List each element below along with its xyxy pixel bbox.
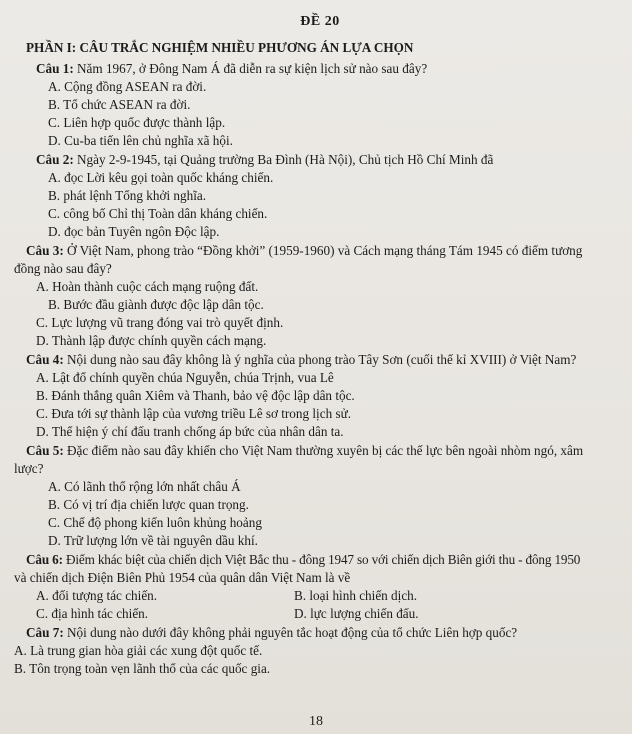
question-1 (14, 61, 626, 149)
option-a: A. đọc Lời kêu gọi toàn quốc kháng chiến. (48, 170, 274, 185)
question-3 (14, 243, 626, 349)
section-title: PHẦN I: CÂU TRẮC NGHIỆM NHIỀU PHƯƠNG ÁN LỰA CHỌN (26, 40, 414, 55)
option-d: D. Thành lập được chính quyền cách mạng. (36, 333, 267, 348)
question-text (14, 61, 626, 77)
option-b: B. phát lệnh Tổng khởi nghĩa. (48, 188, 207, 203)
question-number: Câu 2: (36, 152, 74, 167)
option-a: A. Hoàn thành cuộc cách mạng ruộng đất. (36, 279, 259, 294)
option-a: A. đối tượng tác chiến. (36, 588, 158, 603)
question-text (14, 152, 626, 168)
question-stem: Nội dung nào dưới đây không phải nguyên tắc hoạt động của tổ chức Liên hợp quốc? (63, 625, 518, 640)
question-stem: Năm 1967, ở Đông Nam Á đã diễn ra sự kiện lịch sử nào sau đây? (73, 61, 428, 76)
option-d: D. Cu-ba tiến lên chủ nghĩa xã hội. (48, 133, 233, 148)
question-number: Câu 5: (26, 443, 64, 458)
question-stem-line-1: Đặc điểm nào sau đây khiến cho Việt Nam thường xuyên bị các thế lực bên ngoài nhòm ngó, xâm (63, 443, 584, 458)
option-a: A. Là trung gian hòa giải các xung đột quốc tế. (14, 643, 263, 658)
exam-title: ĐỀ 20 (300, 14, 340, 29)
question-text (14, 443, 626, 459)
question-number: Câu 1: (36, 61, 74, 76)
option-b: B. Đánh thắng quân Xiêm và Thanh, bảo vệ độc lập dân tộc. (36, 388, 355, 403)
option-b: B. loại hình chiến dịch. (294, 588, 418, 603)
question-stem-line-2: và chiến dịch Điện Biên Phủ 1954 của quân dân Việt Nam là về (14, 570, 351, 585)
question-number: Câu 3: (26, 243, 64, 258)
option-a: A. Lật đổ chính quyền chúa Nguyễn, chúa Trịnh, vua Lê (36, 370, 334, 385)
question-text (14, 352, 626, 368)
option-b: B. Có vị trí địa chiến lược quan trọng. (48, 497, 249, 512)
question-text (14, 625, 626, 641)
option-b: B. Tôn trọng toàn vẹn lãnh thổ của các quốc gia. (14, 661, 271, 676)
question-text (14, 552, 626, 568)
question-stem-line-2: lược? (14, 461, 44, 476)
question-stem-line-1: Điểm khác biệt của chiến dịch Việt Bắc thu - đông 1947 so với chiến dịch Biên giới thu - đông 1950 (62, 552, 581, 567)
option-c: C. Đưa tới sự thành lập của vương triều Lê sơ trong lịch sử. (36, 406, 352, 421)
question-number: Câu 6: (26, 552, 63, 567)
option-b: B. Bước đầu giành được độc lập dân tộc. (48, 297, 264, 312)
question-stem-line-2: đồng nào sau đây? (14, 261, 112, 276)
question-2 (14, 152, 626, 240)
question-7 (14, 625, 626, 677)
option-c: C. địa hình tác chiến. (36, 606, 149, 621)
option-c: C. công bố Chỉ thị Toàn dân kháng chiến. (48, 206, 268, 221)
option-b: B. Tổ chức ASEAN ra đời. (48, 97, 191, 112)
option-a: A. Cộng đồng ASEAN ra đời. (48, 79, 207, 94)
question-stem: Ngày 2-9-1945, tại Quảng trường Ba Đình (Hà Nội), Chủ tịch Hồ Chí Minh đã (73, 152, 494, 167)
question-stem-line-1: Ở Việt Nam, phong trào “Đồng khởi” (1959-1960) và Cách mạng tháng Tám 1945 có điểm tương (63, 243, 583, 258)
option-c: C. Chế độ phong kiến luôn khủng hoảng (48, 515, 262, 530)
option-d: D. Trữ lượng lớn về tài nguyên dầu khí. (48, 533, 258, 548)
option-a: A. Có lãnh thổ rộng lớn nhất châu Á (48, 479, 241, 494)
page-number: 18 (309, 714, 323, 729)
question-4 (14, 352, 626, 440)
option-c: C. Lực lượng vũ trang đóng vai trò quyết định. (36, 315, 284, 330)
question-text (14, 243, 626, 259)
question-6 (14, 552, 626, 622)
question-5 (14, 443, 626, 549)
question-number: Câu 4: (26, 352, 64, 367)
option-d: D. Thể hiện ý chí đấu tranh chống áp bức của nhân dân ta. (36, 424, 344, 439)
option-d: D. lực lượng chiến đấu. (294, 606, 419, 621)
options-row-1 (14, 588, 626, 604)
question-stem: Nội dung nào sau đây không là ý nghĩa của phong trào Tây Sơn (cuối thế kỉ XVIII) ở Việt Nam? (63, 352, 577, 367)
options-row-2 (14, 606, 626, 622)
question-number: Câu 7: (26, 625, 64, 640)
option-d: D. đọc bản Tuyên ngôn Độc lập. (48, 224, 220, 239)
option-c: C. Liên hợp quốc được thành lập. (48, 115, 226, 130)
